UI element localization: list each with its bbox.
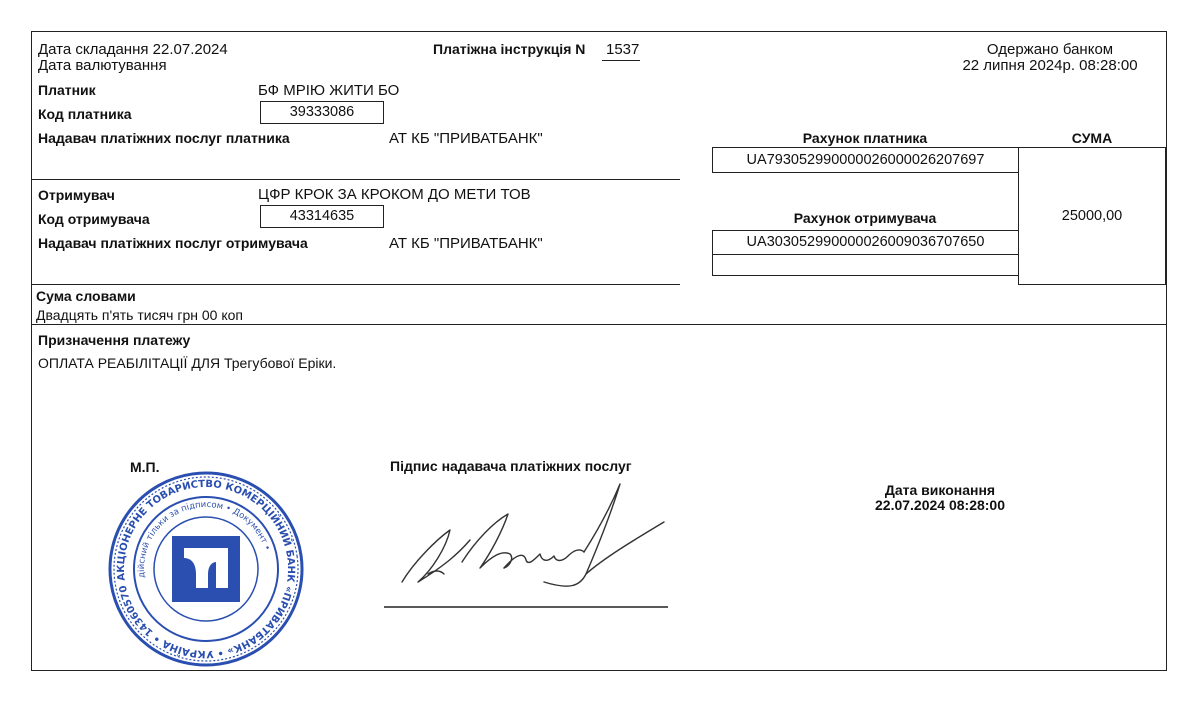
purpose-text: ОПЛАТА РЕАБІЛІТАЦІЇ ДЛЯ Трегубової Еріки. [38, 355, 337, 371]
recipient-name: ЦФР КРОК ЗА КРОКОМ ДО МЕТИ ТОВ [258, 186, 531, 203]
payer-label: Платник [38, 82, 96, 98]
compose-date: Дата складання 22.07.2024 [38, 41, 228, 58]
received-label: Одержано банком [986, 41, 1114, 58]
value-date-label: Дата валютування [38, 57, 167, 74]
payer-account: UA793052990000026000026207697 [712, 147, 1019, 173]
svg-text:АКЦІОНЕРНЕ ТОВАРИСТВО КОМЕРЦІЙ: АКЦІОНЕРНЕ ТОВАРИСТВО КОМЕРЦІЙНИЙ БАНК «ПРИВАТБАНК» • УКРАЇНА • 14360570 [115, 478, 297, 660]
recipient-provider-label: Надавач платіжних послуг отримувача [38, 235, 308, 251]
recipient-label: Отримувач [38, 187, 115, 203]
amount-words-label: Сума словами [36, 288, 136, 304]
recipient-code: 43314635 [260, 205, 384, 228]
amount-words-text: Двадцять п'ять тисяч грн 00 коп [36, 307, 243, 323]
payer-code: 39333086 [260, 101, 384, 124]
payer-provider-label: Надавач платіжних послуг платника [38, 130, 290, 146]
payer-provider: АТ КБ "ПРИВАТБАНК" [389, 130, 543, 147]
execution-datetime: 22.07.2024 08:28:00 [875, 497, 1005, 513]
payer-section-divider [31, 179, 680, 180]
instruction-number-underline [602, 60, 640, 61]
bank-seal-stamp [104, 470, 309, 668]
privatbank-logo-icon [172, 536, 240, 602]
recipient-provider: АТ КБ "ПРИВАТБАНК" [389, 235, 543, 252]
execution-label: Дата виконання [884, 482, 996, 498]
handwritten-signature [384, 470, 674, 610]
payer-account-label: Рахунок платника [802, 130, 928, 146]
amount-words-divider [31, 324, 1167, 325]
recipient-account-empty-row [712, 254, 1019, 276]
instruction-number: 1537 [606, 41, 640, 58]
svg-text:дійсний тільки за підписом • Д: дійсний тільки за підписом • Документ • [136, 499, 273, 579]
recipient-account: UA303052990000026009036707650 [712, 230, 1019, 255]
payer-name: БФ МРІЮ ЖИТИ БО [258, 82, 400, 99]
signature-label: Підпис надавача платіжних послуг [390, 458, 632, 474]
payer-code-label: Код платника [38, 106, 132, 122]
recipient-section-divider [31, 284, 680, 285]
recipient-code-label: Код отримувача [38, 211, 150, 227]
amount-label: СУМА [1071, 130, 1113, 146]
instruction-label: Платіжна інструкція N [433, 41, 586, 57]
amount-value: 25000,00 [1018, 147, 1166, 285]
seal-label: М.П. [130, 459, 160, 475]
purpose-label: Призначення платежу [38, 332, 191, 348]
recipient-account-label: Рахунок отримувача [793, 210, 937, 226]
received-datetime: 22 липня 2024р. 08:28:00 [962, 57, 1138, 74]
